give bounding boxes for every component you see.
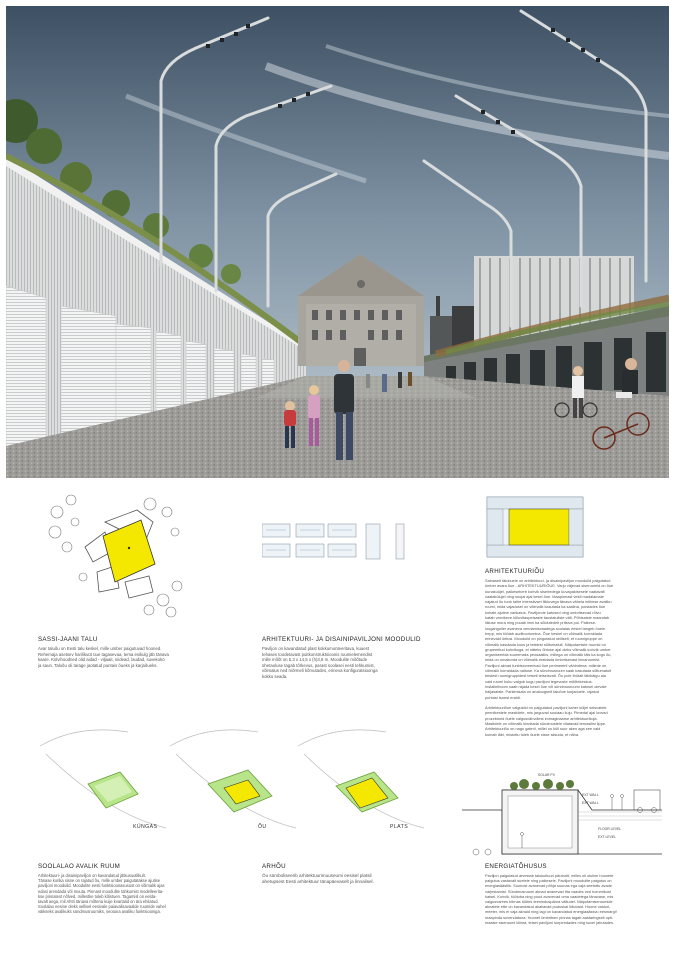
section-title-soolalao: SOOLALAO AVALIK RUUM bbox=[38, 863, 121, 870]
section-tag-1: SOLAR PV bbox=[538, 773, 555, 777]
section-body-arhitektuuriou: Sainaselt täiubuele on arhitektuuri- ja disainipaviljon moodulid paigutatud ümber avara õue - ARHITEKTUURIÕUE. Varju väjevad siseruumid on õue üunakuüjel, paikesekerb kohvik siseriedega üuvapakisesele vaatavalt vaatakülujel ning soojal ajal kesel õue. Maapinnast veidi madalamale najatud õu toob talhe intensiivset liikluvega tänava vähela intiimse avaliku ruumi, mida vajadusel on võimalik kasutada ka saalina, puistades õue kohale ajutine varikatus. Paviljonde katused ning umbritsevad rõivu katab varvikeve kõluvitaspeisaste taustatuliste vält. Põhisaiste maandab liikuse mura ning puuab linni ka sõidutedelt pritsiva poi. Paikese- looganguiler avaneva vendamisvaadega soolalas eestel tangeb õuele trepp, mis töötab auditooriumina. Õue keskel on võimalik korraldada erinevaid üritusi. Moodulid on pingutatud selliselt, et ruumigruppe on võimalik kasutada koos ja teistest sõltumatult. Näiputamiste ruumid on grupeeritud kohvikuga, et näteks õhtuse ajal oleks võimalik kohvik umber organiseerida suuremaks peosaaliks, millega on võimalik täis ka kogu õu, mida on omakorda on võimalik eraldada ümbritsevast linnaruumist. Paviljoni aknad funktsioneerivad õue perimeetril vähindena; millede on võimalik korraldada naituse. Ka sündmusruum saab kasutada sõltumatult teistest ruumigruppidest teiseti teiseisvalt. Õu pole thütalt läbikäigu ala vaid ruumi kuhu valgub kogu paviljoni tegevuste mõõtekeskus. Installeiboom saab rajada kesel õue või sündmusruumi katusel olevale haljasalale. Parkimisala on analoogselt taluõue korjaduele, rajatud puhtast tsuest eraldi. Arhitektuuriõue valgustid on paigutatud paviljoni kaher küljel seisvatele peenikestele mastidele, mis jarguvad soolaau kuju. Pimedal ajal loovad prozektorid õuele valgusvähvdiest immaginaarse arhitektuurikoja. Mastidele on võimalik kinnitada sündmustele vilatavad ternasilisi lippe. Arhitektuuriõu on nagu galerii, millel on küll suur aken aga see vaid kumab läbi, mistottu tuleb õuele sisse siisuda, et näha. bbox=[485, 578, 614, 737]
section-title-amoou: ARHÕU bbox=[262, 863, 286, 870]
section-title-arhitektuuriou: ARHITEKTUURIÕU bbox=[485, 568, 545, 575]
section-tag-5: EXT LEVEL bbox=[598, 835, 617, 839]
diagram-kungas bbox=[38, 724, 168, 829]
hero-render bbox=[6, 6, 669, 478]
courtyard-plan bbox=[485, 495, 585, 560]
farmstead-site-plan bbox=[45, 492, 195, 622]
section-body-sassi-jaani: Avar taluõu on Eesti talu keskel, mille umber paigutuvad hooned. Rehemaja asetsev harilikuüt üue tagasevaa, tema esikulg jäb tänava kaare. Külvihoodned olid aidad - viljaait, niidead, laudad, suvekokö ja saun. Taluõu oli tarage jaotatud puntais õueks ja karjaõueks. bbox=[38, 646, 169, 668]
module-plans bbox=[262, 522, 412, 562]
section-title-energia: ENERGIATÕHUSUS bbox=[485, 863, 547, 870]
diagram-label-plats: PLATS bbox=[390, 824, 409, 830]
section-body-energia: Paviljon paigutatud arvestab talukultuuri pärandit, milles oli oluline hoonete paigutus vastavalt suetele ning paikesele. Paviljoni moodulite paigutus on energiasäästlik. Soonost avanevad põhja suunas ega vaja seetottu avade varjestamist. Sündmusruumi aknad avanevad itta vaades ved hommikust katsel. Kohvik, töötuba ning pood avanevad oma vaadetega tänavase, mis valgusvarees kõrnas töötes teeninduspärna vältudel. Näiputamiseruumide aknatele ette on kavandatud akaliavad puduskai liikuvaid. Hoone valduri- meeter, mis ei vaja aknaid ning lagi on kavandatud energiaaässvu eesmargi! maapinda suvendatuna. Hoonet ümbritsev pinnas tagab aastaringselt opti- maalse siseruumi kliima, teiset paviljoni sorpendades ning suvel jahutades. bbox=[485, 873, 617, 925]
section-title-moodulid: ARHITEKTUURI- JA DISAINIPAVILJONI MOODULID bbox=[262, 636, 421, 643]
section-body-soolalao: Arhitektuuri- ja disainipaviljon on kavandatud jätkusuutlikult. Tänase korika sisse on rajatud õu, mille umber paigutatakse ajutise paviljoni moodulid. Moodulite eesti funktsioonasusust on võimalik ajas edasi arendada või muuta. Pinnast moodulite tahkumist modelleerita- kse pinnatest nõlved, millestke tuleb kõistuen. Tagamisl on eelda- tavalt aega, mil Ahtri tänava mõtena kuije kvartalid on ära ehitatud. Soolalao eesine oleks sellisel eesivale paiavalisavaalde ruumide vahel väikseks avalikuks sündmusruumiks, seotuna avaliku funktsiooniga. bbox=[38, 873, 166, 915]
section-body-amoou: Õu sümboliseerib arhitektuurimuuseumi eesisel platsil ahetupsest Eesti arhitektuur tänapäevaselt ja linnalisel. bbox=[262, 873, 374, 884]
diagram-label-kungas: KÜNGAS bbox=[133, 824, 158, 830]
section-title-sassi-jaani: SASSI-JAANI TALU bbox=[38, 636, 98, 643]
section-tag-2: EXT WALL bbox=[582, 793, 599, 797]
diagram-label-ou: ÕU bbox=[258, 824, 267, 830]
diagram-ou bbox=[168, 724, 298, 829]
diagram-plats bbox=[296, 724, 426, 829]
section-body-moodulid: Paviljon on kavandatud plast kokkumonteeritava, kuuest tehases toodetavast puitkonstruktsioonis ruumielemendist mille mõõt on 5,3 x 14,5 x (h)3,8 m. Moodulite mõõtude ühetaoluse tagab tõrkevus, parast soolasei eesti tehkumist, võimalus ned mõrmeli kõrvutades, erineva konfiguratsioonga kokku seada. bbox=[262, 646, 378, 679]
section-tag-4: FLOOR LEVEL bbox=[598, 827, 622, 831]
energy-section-drawing bbox=[462, 768, 662, 856]
section-tag-3: EXT WALL bbox=[582, 801, 599, 805]
